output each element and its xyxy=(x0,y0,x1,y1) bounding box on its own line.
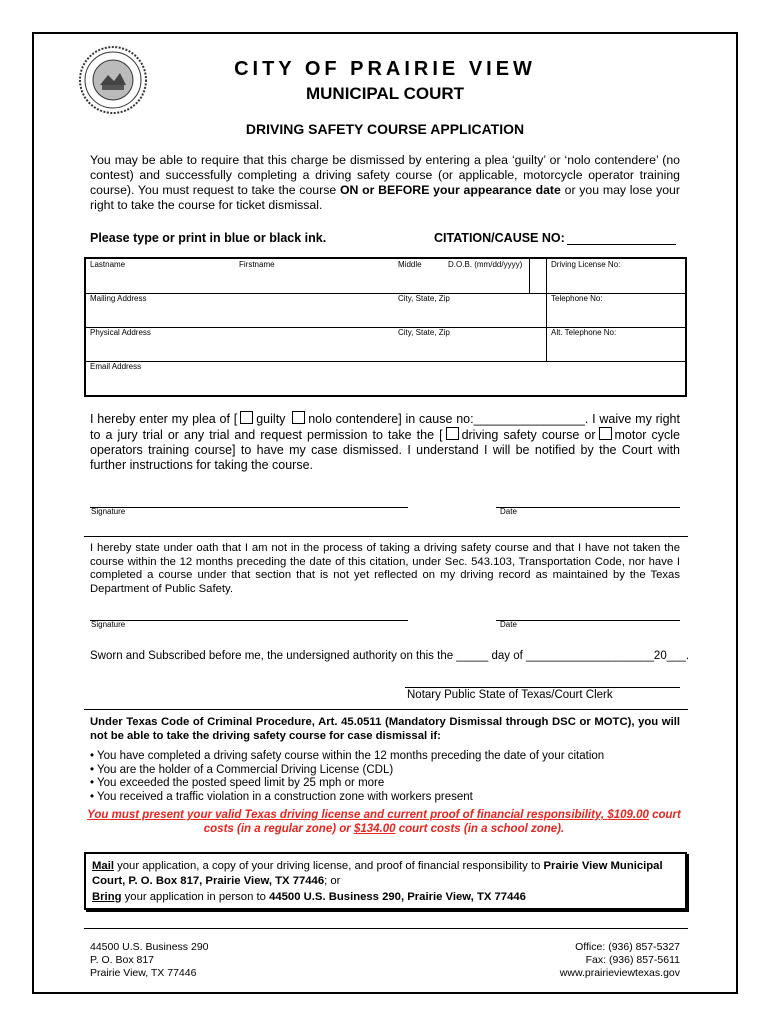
guilty-checkbox[interactable] xyxy=(240,411,253,424)
list-item: • You have completed a driving safety course within the 12 months preceding the date of your citation xyxy=(90,750,605,762)
red-notice: You must present your valid Texas driving license and current proof of financial responsibility, $109.00 court costs (in a regular zone) or $134.00 court costs (in a school zone). xyxy=(87,809,681,835)
date-label-1: Date xyxy=(500,507,517,516)
date-line-1[interactable] xyxy=(496,507,680,508)
nolo-contendere-checkbox[interactable] xyxy=(292,411,305,424)
driving-safety-checkbox[interactable] xyxy=(446,427,459,440)
motorcycle-checkbox[interactable] xyxy=(599,427,612,440)
section-divider-2 xyxy=(84,709,688,710)
notary-label: Notary Public State of Texas/Court Clerk xyxy=(407,689,613,701)
signature-line-1[interactable] xyxy=(90,507,408,508)
page-title: CITY OF PRAIRIE VIEW xyxy=(234,58,536,80)
physical-address-field[interactable]: Physical Address xyxy=(90,328,151,337)
form-title: DRIVING SAFETY COURSE APPLICATION xyxy=(245,121,525,137)
telephone-field[interactable]: Telephone No: xyxy=(551,294,603,303)
mailing-city-field[interactable]: City, State, Zip xyxy=(398,294,450,303)
website-link[interactable]: www.prairieviewtexas.gov xyxy=(559,967,680,979)
dob-field[interactable]: D.O.B. (mm/dd/yyyy) xyxy=(448,260,523,269)
code-heading: Under Texas Code of Criminal Procedure, Art. 45.0511 (Mandatory Dismissal through DSC or MOTC), you will not be able to take the driving safety course for case dismissal if: xyxy=(90,716,680,742)
oath-paragraph: I hereby state under oath that I am not in the process of taking a driving safety course and that I have not taken the course within the 12 months preceding the date of this citation, under Sec. 543.103, Transportation Code, nor have I completed a course under that section that is not yet reflected on my driving record as maintained by the Texas Department of Public Safety. xyxy=(90,542,680,595)
intro-paragraph: You may be able to require that this charge be dismissed by entering a plea ‘guilty’ or ‘nolo contendere’ (no contest) and successfully completing a driving safety course (or applicable, motorcycle operator training course). You must request to take the course ON or BEFORE your appearance date or you may lose your right to take the course for ticket dismissal. xyxy=(90,153,680,212)
page-subtitle: MUNICIPAL COURT xyxy=(305,84,465,103)
lastname-field[interactable]: Lastname xyxy=(90,260,126,269)
date-label-2: Date xyxy=(500,620,517,629)
signature-label-1: Signature xyxy=(91,507,126,516)
mail-instructions-box: Mail your application, a copy of your driving license, and proof of financial responsibility to Prairie View Municipal Court, P. O. Box 817, Prairie View, TX 77446; or Bring your application in person to 44500 U.S. Business 290, Prairie View, TX 77446 xyxy=(84,852,687,910)
ineligibility-list xyxy=(90,750,690,804)
physical-city-field[interactable]: City, State, Zip xyxy=(398,328,450,337)
plea-paragraph: I hereby enter my plea of [ guilty nolo contendere] in cause no:________________. I waive my right to a jury trial or any trial and request permission to take the [ driving safety course or motor cycle operators training course] to have my case dismissed. I understand I will be notified by the Court with further instructions for taking the course. xyxy=(90,412,680,472)
date-line-2[interactable] xyxy=(496,620,680,621)
signature-label-2: Signature xyxy=(91,620,126,629)
applicant-info-table xyxy=(84,257,687,397)
notary-signature-line[interactable] xyxy=(405,687,680,688)
firstname-field[interactable]: Firstname xyxy=(239,260,275,269)
section-divider-1 xyxy=(84,536,688,537)
ink-note: Please type or print in blue or black ink. xyxy=(90,231,327,245)
list-item: • You are the holder of a Commercial Driving License (CDL) xyxy=(90,763,394,776)
citation-label: CITATION/CAUSE NO: xyxy=(434,231,565,245)
footer-divider xyxy=(84,928,688,929)
cause-no-input[interactable]: ________________ xyxy=(473,412,585,426)
mailing-address-field[interactable]: Mailing Address xyxy=(90,294,147,303)
alt-telephone-field[interactable]: Alt. Telephone No: xyxy=(551,328,617,337)
sworn-statement: Sworn and Subscribed before me, the undersigned authority on this the _____ day of ____________________20___. xyxy=(90,650,690,662)
license-field[interactable]: Driving License No: xyxy=(551,260,621,269)
middle-field[interactable]: Middle xyxy=(398,260,422,269)
list-item: • You received a traffic violation in a construction zone with workers present xyxy=(90,790,473,803)
list-item: • You exceeded the posted speed limit by 25 mph or more xyxy=(90,777,385,789)
office-phone: Office: (936) 857-5327 xyxy=(575,941,680,953)
fax-number: Fax: (936) 857-5611 xyxy=(585,954,680,966)
citation-input[interactable] xyxy=(567,244,676,245)
email-field[interactable]: Email Address xyxy=(90,362,142,371)
footer-contact xyxy=(480,941,680,980)
footer-address: 44500 U.S. Business 290 P. O. Box 817 Prairie View, TX 77446 xyxy=(90,941,209,979)
signature-line-2[interactable] xyxy=(90,620,408,621)
